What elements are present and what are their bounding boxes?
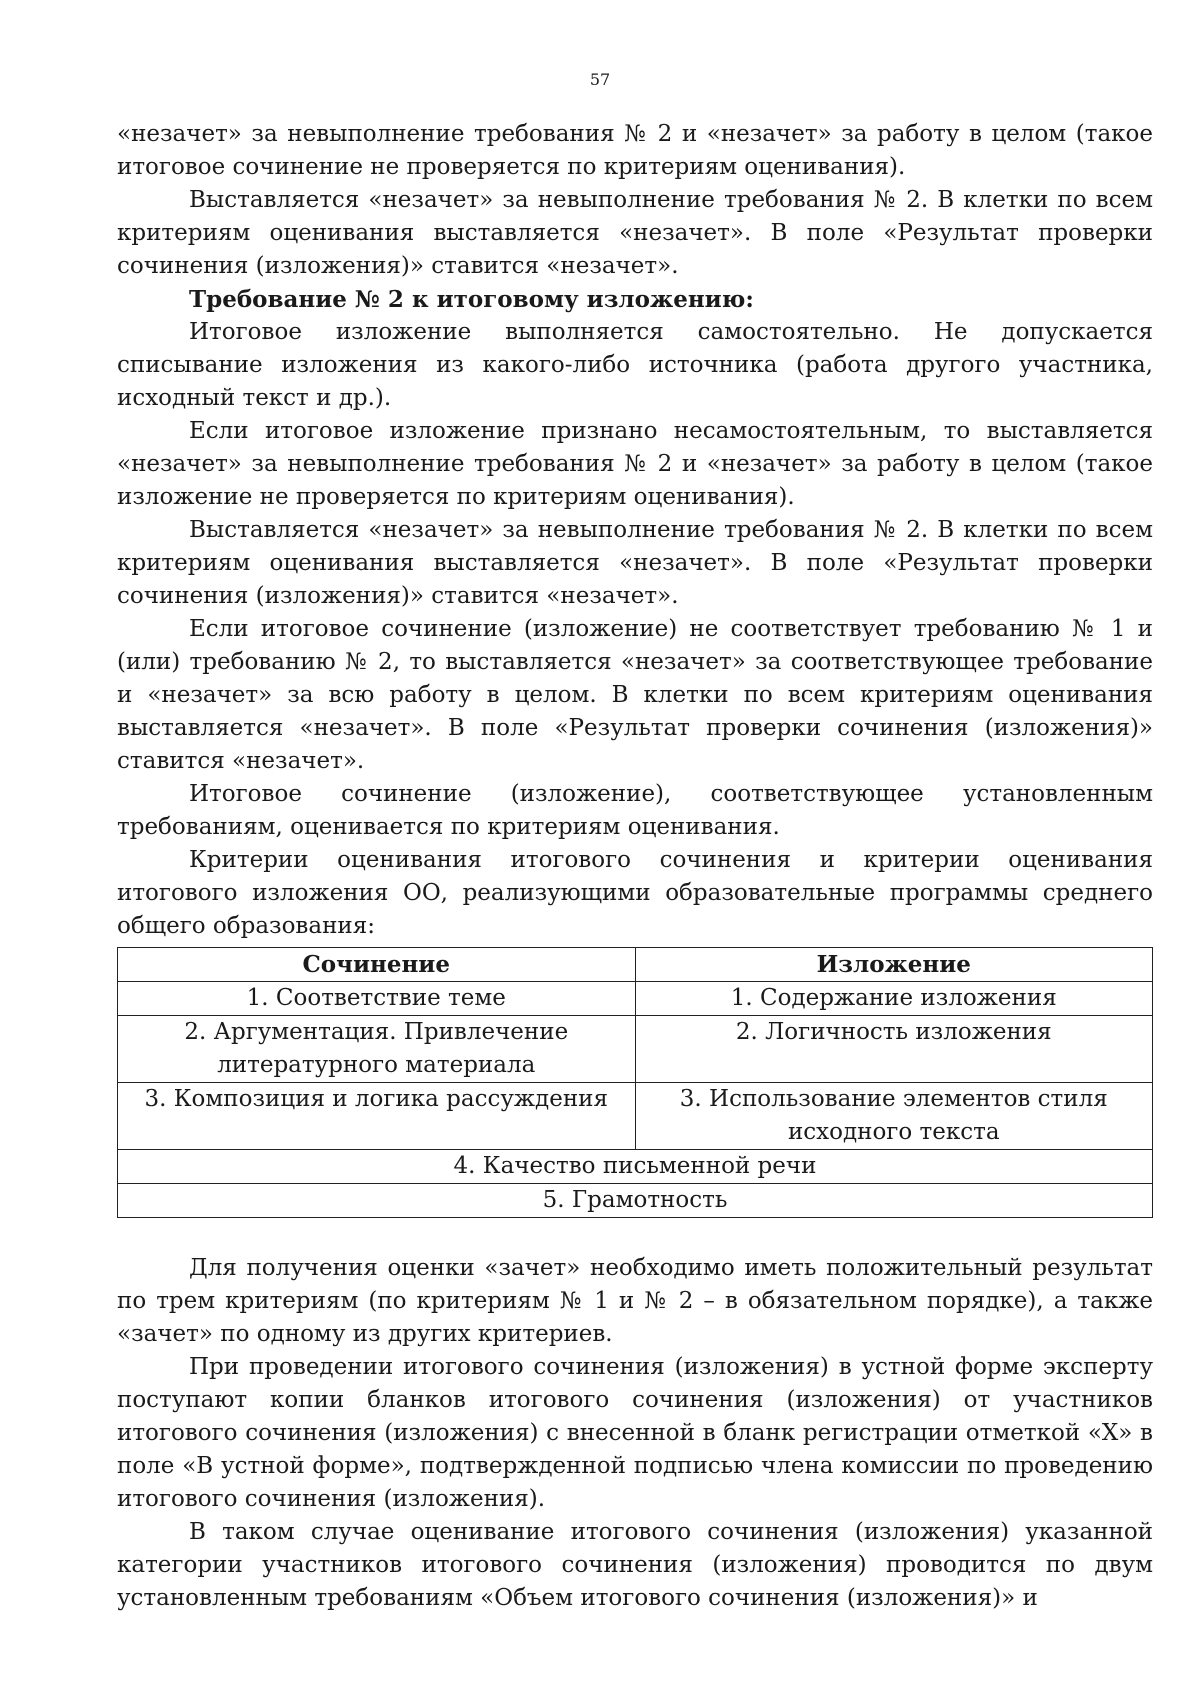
table-cell: 2. Логичность изложения bbox=[635, 1016, 1153, 1083]
table-row bbox=[118, 1083, 1153, 1150]
paragraph-continuation: «незачет» за невыполнение требования № 2 и «незачет» за работу в целом (такое итоговое сочинение не проверяется по критериям оценивания). bbox=[117, 121, 1153, 180]
page-content bbox=[117, 118, 1153, 1615]
table-row-shared bbox=[118, 1150, 1153, 1184]
paragraph: Критерии оценивания итогового сочинения и критерии оценивания итогового изложения ОО, реализующими образовательные программы среднего общего образования: bbox=[117, 847, 1153, 939]
table-row-shared bbox=[118, 1184, 1153, 1218]
table-header-row bbox=[118, 948, 1153, 982]
table-cell: 3. Композиция и логика рассуждения bbox=[118, 1083, 636, 1150]
table-cell-shared: 5. Грамотность bbox=[118, 1184, 1153, 1218]
table-cell: 1. Содержание изложения bbox=[635, 982, 1153, 1016]
table-cell-shared: 4. Качество письменной речи bbox=[118, 1150, 1153, 1184]
table-cell: 3. Использование элементов стиля исходного текста bbox=[635, 1083, 1153, 1150]
column-header-essay: Сочинение bbox=[118, 948, 636, 982]
table-row bbox=[118, 1016, 1153, 1083]
spacer bbox=[117, 1218, 1153, 1252]
table-row bbox=[118, 982, 1153, 1016]
paragraph: Итоговое сочинение (изложение), соответствующее установленным требованиям, оценивается по критериям оценивания. bbox=[117, 781, 1153, 840]
paragraph: Если итоговое изложение признано несамостоятельным, то выставляется «незачет» за невыполнение требования № 2 и «незачет» за работу в целом (такое изложение не проверяется по критериям оценивания). bbox=[117, 418, 1153, 510]
table-cell: 1. Соответствие теме bbox=[118, 982, 636, 1016]
paragraph: В таком случае оценивание итогового сочинения (изложения) указанной категории участников итогового сочинения (изложения) проводится по двум установленным требованиям «Объем итогового сочинения (изложения)» и bbox=[117, 1519, 1153, 1611]
section-heading: Требование № 2 к итоговому изложению: bbox=[189, 286, 754, 313]
criteria-table bbox=[117, 947, 1153, 1218]
column-header-exposition: Изложение bbox=[635, 948, 1153, 982]
paragraph: При проведении итогового сочинения (изложения) в устной форме эксперту поступают копии бланков итогового сочинения (изложения) от участников итогового сочинения (изложения) с внесенной в бланк регистрации отметкой «X» в поле «В устной форме», подтвержденной подписью члена комиссии по проведению итогового сочинения (изложения). bbox=[117, 1354, 1153, 1512]
paragraph: Если итоговое сочинение (изложение) не соответствует требованию № 1 и (или) требованию № 2, то выставляется «незачет» за соответствующее требование и «незачет» за всю работу в целом. В клетки по всем критериям оценивания выставляется «незачет». В поле «Результат проверки сочинения (изложения)» ставится «незачет». bbox=[117, 616, 1153, 774]
paragraph: Выставляется «незачет» за невыполнение требования № 2. В клетки по всем критериям оценивания выставляется «незачет». В поле «Результат проверки сочинения (изложения)» ставится «незачет». bbox=[117, 517, 1153, 609]
page-number: 57 bbox=[589, 70, 611, 89]
table-cell: 2. Аргументация. Привлечение литературного материала bbox=[118, 1016, 636, 1083]
paragraph: Выставляется «незачет» за невыполнение требования № 2. В клетки по всем критериям оценивания выставляется «незачет». В поле «Результат проверки сочинения (изложения)» ставится «незачет». bbox=[117, 187, 1153, 279]
paragraph: Итоговое изложение выполняется самостоятельно. Не допускается списывание изложения из какого-либо источника (работа другого участника, исходный текст и др.). bbox=[117, 319, 1153, 411]
paragraph: Для получения оценки «зачет» необходимо иметь положительный результат по трем критериям (по критериям № 1 и № 2 – в обязательном порядке), а также «зачет» по одному из других критериев. bbox=[117, 1255, 1153, 1347]
